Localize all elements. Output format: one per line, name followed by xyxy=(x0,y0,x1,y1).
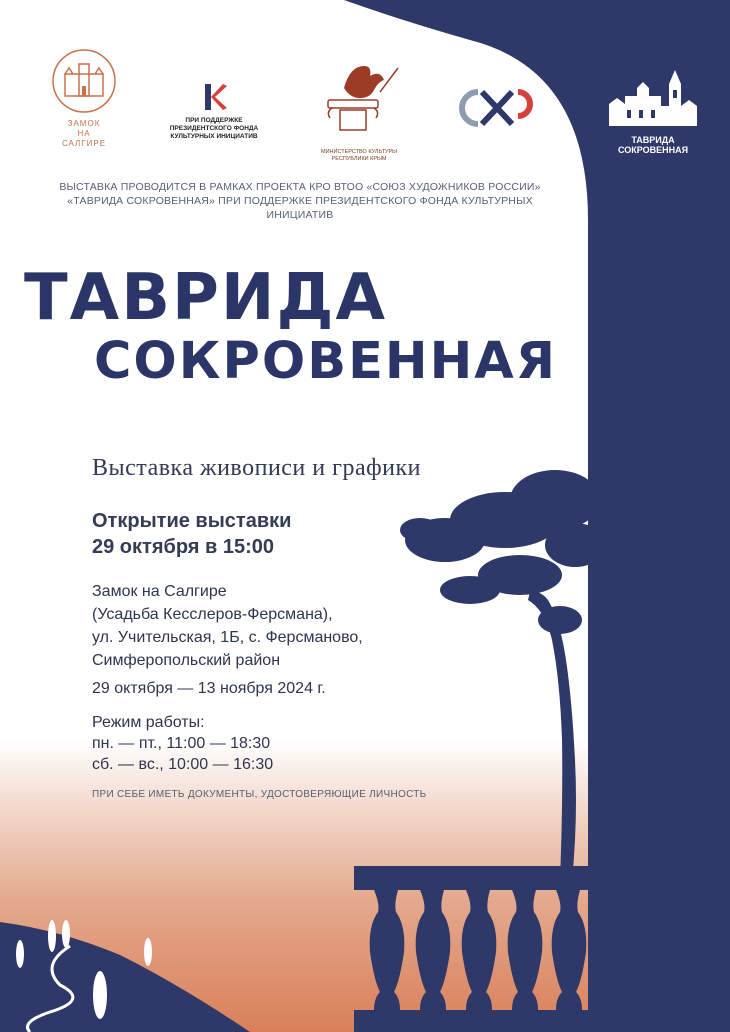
address-block xyxy=(92,580,363,672)
poster-title xyxy=(24,261,558,391)
address-line4: Симферопольский район xyxy=(92,652,281,669)
address-line2: (Усадьба Кесслеров-Ферсмана), xyxy=(92,606,333,623)
castle-logo-line2: НА xyxy=(77,129,91,138)
address-line3: ул. Учительская, 1Б, с. Ферсманово, xyxy=(92,629,363,646)
opening-label: Открытие выставки xyxy=(92,510,292,532)
tree-silhouette xyxy=(400,470,605,880)
project-line2: «ТАВРИДА СОКРОВЕННАЯ» ПРИ ПОДДЕРЖКЕ ПРЕЗИДЕНТСКОГО ФОНДА КУЛЬТУРНЫХ xyxy=(67,195,533,207)
tavrida-logo xyxy=(600,66,706,155)
hours-weekend: сб. — вс., 10:00 — 16:30 xyxy=(92,756,274,773)
opening-info xyxy=(92,508,291,560)
pfki-line1: ПРИ ПОДДЕРЖКЕ xyxy=(185,117,243,124)
tavrida-logo-line2: СОКРОВЕННАЯ xyxy=(617,145,689,155)
ministry-logo xyxy=(306,60,412,163)
pfki-logo xyxy=(162,82,266,141)
castle-logo-line3: САЛГИРЕ xyxy=(61,139,107,148)
shr-logo-icon xyxy=(448,86,548,130)
ministry-line2: РЕСПУБЛИКИ КРЫМ xyxy=(331,156,387,162)
opening-hours xyxy=(92,712,273,775)
hours-label: Режим работы: xyxy=(92,714,205,731)
balustrade xyxy=(354,866,588,1032)
hill-landscape xyxy=(0,920,250,1032)
castle-icon xyxy=(51,48,117,114)
project-line3: ИНИЦИАТИВ xyxy=(266,209,334,221)
pfki-line2: ПРЕЗИДЕНТСКОГО ФОНДА xyxy=(169,125,259,132)
documents-note: ПРИ СЕБЕ ИМЕТЬ ДОКУМЕНТЫ, УДОСТОВЕРЯЮЩИЕ ЛИЧНОСТЬ xyxy=(92,789,427,800)
opening-datetime: 29 октября в 15:00 xyxy=(92,536,275,558)
ministry-griffin-icon xyxy=(314,60,404,144)
castle-logo-line1: ЗАМОК xyxy=(67,119,101,128)
hours-weekdays: пн. — пт., 11:00 — 18:30 xyxy=(92,735,271,752)
tavrida-logo-line1: ТАВРИДА xyxy=(631,135,675,145)
castle-logo xyxy=(44,48,124,149)
title-line2: СОКРОВЕННАЯ xyxy=(94,332,558,391)
pfki-k-icon xyxy=(199,82,229,112)
address-line1: Замок на Салгире xyxy=(92,583,227,600)
ministry-line1: МИНИСТЕРСТВО КУЛЬТУРЫ xyxy=(321,149,397,155)
project-description xyxy=(40,180,560,222)
project-line1: ВЫСТАВКА ПРОВОДИТСЯ В РАМКАХ ПРОЕКТА КРО ВТОО «СОЮЗ ХУДОЖНИКОВ РОССИИ» xyxy=(59,181,541,193)
exhibition-dates: 29 октября — 13 ноября 2024 г. xyxy=(92,680,326,697)
title-line1: ТАВРИДА xyxy=(24,261,387,335)
pfki-line3: КУЛЬТУРНЫХ ИНИЦИАТИВ xyxy=(170,133,258,140)
castle-silhouette-icon xyxy=(603,66,703,130)
poster-subtitle: Выставка живописи и графики xyxy=(92,455,422,481)
